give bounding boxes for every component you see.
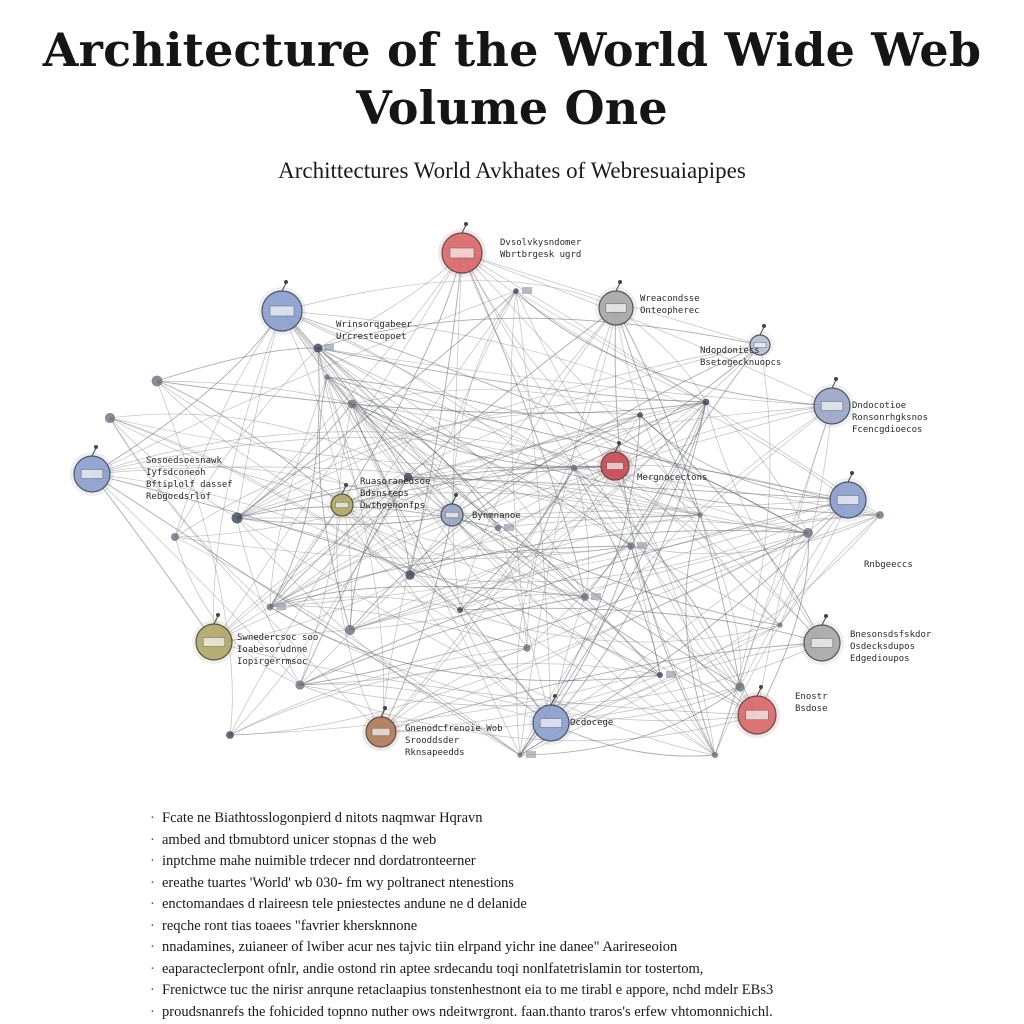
node-label: Rnbgeeccs — [864, 560, 913, 570]
node-label: Bsdose — [795, 704, 828, 714]
node-label: Bsetogecknuopcs — [700, 358, 782, 368]
node-label: Ocdocege — [570, 718, 614, 728]
node-label: Bftiplolf dassef — [146, 480, 233, 490]
caption-line — [150, 1002, 930, 1024]
node-label: Ndopdoniecs — [700, 346, 760, 356]
node-label: Ronsonrhgksnos — [852, 413, 928, 423]
node-label: Mergnocectons — [637, 473, 708, 483]
caption-line — [150, 894, 930, 916]
caption-text: Fcate ne Biathtosslogonpierd d nitots naqmwar Hqravn — [162, 810, 483, 826]
network-edges — [92, 253, 880, 756]
bullet-icon: · — [150, 831, 155, 848]
node-label: Onteopherec — [640, 306, 700, 316]
network-edge — [757, 533, 808, 715]
junction-point — [735, 682, 744, 691]
junction-point — [295, 680, 304, 689]
junction-point — [803, 528, 813, 538]
junction-point — [513, 287, 532, 294]
caption-text: proudsnanrefs the fohicided topnno nuther ows ndeitwrgront. faan.thanto traros's erfew vhtomonnichichl. — [162, 1003, 773, 1020]
page-title: Architecture of the World Wide Web — [42, 23, 982, 77]
bullet-icon: · — [150, 960, 155, 977]
node-label: Sosoedsoesnawk — [146, 456, 222, 466]
bullet-icon: · — [150, 1003, 155, 1020]
bullet-icon: · — [150, 917, 155, 934]
network-edge — [300, 500, 848, 685]
node-label: Enostr — [795, 692, 828, 702]
caption-line — [150, 851, 930, 873]
bullet-icon: · — [150, 810, 155, 826]
caption-line — [150, 959, 930, 981]
bullet-icon: · — [150, 853, 155, 869]
network-edge — [780, 406, 832, 625]
junction-point — [457, 607, 463, 613]
junction-point — [171, 533, 179, 541]
network-node — [595, 280, 700, 329]
network-edge — [237, 311, 282, 518]
network-edge — [740, 533, 808, 687]
node-label: Wbrtbrgesk ugrd — [500, 250, 582, 260]
network-node — [192, 613, 318, 667]
bullet-icon: · — [150, 982, 155, 998]
caption-text: enctomandaes d rlaireesn tele pniestectes andune ne d delanide — [162, 896, 527, 912]
node-label: Bynmnanoe — [472, 511, 521, 521]
caption-text: nnadamines, zuianeer of lwiber acur nes tajvic tiin elrpand yichr ine danee" Aarireseoion — [162, 939, 678, 955]
node-label: Ruasoranedsoe — [360, 477, 431, 487]
junction-point — [777, 622, 782, 627]
network-node — [810, 377, 928, 435]
junction-point — [703, 399, 710, 406]
network-edge — [700, 406, 832, 515]
caption-paragraph — [150, 808, 930, 1023]
network-node — [258, 280, 412, 342]
junction-point — [876, 511, 884, 519]
caption-line — [150, 830, 930, 852]
node-label: Iopirgerrmsoc — [237, 657, 308, 667]
junction-point — [571, 465, 578, 472]
node-label: Urcresteopoet — [336, 332, 407, 342]
network-node — [70, 445, 233, 502]
junction-point — [226, 731, 234, 739]
node-label: Srooddsder — [405, 736, 460, 746]
caption-line — [150, 873, 930, 895]
junction-point — [105, 413, 115, 423]
network-edge — [237, 400, 706, 518]
network-edge — [460, 610, 780, 642]
network-edge — [237, 518, 410, 575]
junction-point — [152, 376, 163, 387]
caption-text: ambed and tbmubtord unicer stopnas d the web — [162, 831, 437, 848]
network-edge — [462, 253, 832, 406]
caption-line — [150, 980, 930, 1002]
junction-point — [581, 593, 601, 601]
network-node — [800, 614, 932, 665]
junction-point — [345, 625, 355, 635]
page-subtitle: Archittectures World Avkhates of Webresuaiapipes — [278, 158, 746, 183]
node-label: Rebgocdsrlof — [146, 492, 212, 502]
network-edge — [270, 607, 660, 681]
network-edge — [282, 311, 574, 468]
junction-point — [627, 542, 647, 550]
junction-point — [267, 603, 286, 610]
junction-point — [405, 570, 414, 579]
page-title-volume: Volume One — [356, 81, 668, 135]
node-label: Iyfsdconeoh — [146, 468, 206, 478]
node-label: Wrinsorqgabeer — [336, 320, 412, 330]
node-label: Rknsapeedds — [405, 748, 465, 758]
junction-point — [495, 524, 514, 531]
node-label: Dndocotioe — [852, 401, 907, 411]
junction-point — [697, 512, 702, 517]
node-label: Dwthoenonfps — [360, 501, 426, 511]
junction-point — [712, 752, 718, 758]
caption-text: ereathe tuartes 'World' wb 030- fm wy poltranect ntenestions — [162, 874, 514, 891]
node-label: Gnenodcfrenoie Wob — [405, 724, 503, 734]
junction-point — [637, 412, 643, 418]
node-label: Edgedioupos — [850, 654, 910, 664]
network-edge — [574, 468, 589, 597]
node-label: Fcencgdioecos — [852, 425, 923, 435]
junction-point — [523, 644, 530, 651]
network-node — [362, 706, 503, 758]
junction-point — [657, 671, 676, 678]
bullet-icon: · — [150, 939, 155, 955]
network-nodes — [70, 222, 932, 758]
caption-line — [150, 808, 930, 830]
junction-point — [348, 400, 357, 409]
network-diagram — [0, 215, 1024, 795]
caption-text: reqche ront tias toaees "favrier khersknnone — [162, 917, 418, 934]
node-label: Bdsnsreps — [360, 489, 409, 499]
node-label: Osdecksdupos — [850, 642, 916, 652]
node-label: Wreacondsse — [640, 294, 700, 304]
network-node — [734, 685, 828, 738]
caption-line — [150, 937, 930, 959]
junction-point — [324, 374, 329, 379]
node-label: Bnesonsdsfskdor — [850, 630, 932, 640]
caption-text: eaparacteclerpont ofnlr, andie ostond rin aptee srdecandu toqi nonlfatetrislamin tor tostertom, — [162, 960, 704, 977]
caption-text: Frenictwce tuc the nirisr anrqune retaclaapius tonstenhestnont eia to me tirabl e appore, nchd mdelr EBs3 — [162, 982, 774, 998]
bullet-icon: · — [150, 896, 155, 912]
node-label: Swnedercsoc soo — [237, 633, 319, 643]
node-label: Ioabesorudnne — [237, 645, 308, 655]
bullet-icon: · — [150, 874, 155, 891]
junction-point — [232, 513, 243, 524]
node-label: Dvsolvkysndomer — [500, 238, 582, 248]
caption-line — [150, 916, 930, 938]
caption-text: inptchme mahe nuimible trdecer nnd dordatronteerner — [162, 853, 476, 869]
